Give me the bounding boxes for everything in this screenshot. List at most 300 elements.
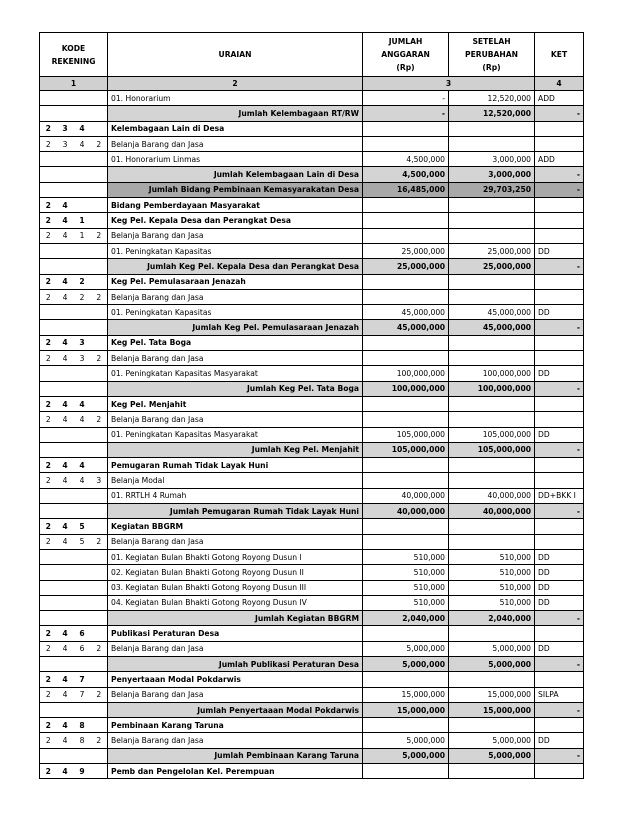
kode-digit [40,427,57,442]
kode-digit [74,595,91,610]
jumlah-anggaran: 25,000,000 [363,243,449,258]
setelah-perubahan [449,136,535,151]
kode-digit: 4 [57,458,74,473]
table-row [40,427,584,442]
kode-digit [74,488,91,503]
table-row [40,580,584,595]
jumlah-anggaran [363,274,449,289]
header-row [40,33,584,77]
uraian: 03. Kegiatan Bulan Bhakti Gotong Royong Dusun III [108,580,363,595]
jumlah-anggaran [363,121,449,136]
kode-digit: 4 [57,351,74,366]
column-number-row [40,77,584,91]
total-label: Jumlah Kelembagaan RT/RW [108,106,363,121]
ket [535,412,584,427]
kode-digit: 4 [57,473,74,488]
kode-digit [91,335,108,350]
ket: DD [535,366,584,381]
kode-digit: 7 [74,687,91,702]
kode-digit: 4 [57,412,74,427]
kode-digit: 4 [57,626,74,641]
kode-digit [74,305,91,320]
setelah-perubahan: 5,000,000 [449,641,535,656]
setelah-perubahan [449,519,535,534]
kode-digit: 2 [91,412,108,427]
kode-digit [57,91,74,106]
kode-digit [91,718,108,733]
setelah-perubahan [449,473,535,488]
setelah-perubahan: 29,703,250 [449,182,535,197]
table-row [40,672,584,687]
kode-digit: 2 [40,121,57,136]
setelah-perubahan: 45,000,000 [449,305,535,320]
ket [535,198,584,213]
total-label: Jumlah Penyertaaan Modal Pokdarwis [108,702,363,717]
kode-digit: 4 [57,213,74,228]
ket [535,351,584,366]
uraian: Keg Pel. Pemulasaraan Jenazah [108,274,363,289]
table-row [40,152,584,167]
ket [535,718,584,733]
kode-digit: 3 [91,473,108,488]
uraian: Belanja Barang dan Jasa [108,351,363,366]
kode-digit: 3 [74,351,91,366]
ket: - [535,167,584,182]
ket [535,213,584,228]
kode-digit: 4 [57,687,74,702]
setelah-perubahan: 5,000,000 [449,733,535,748]
ket [535,672,584,687]
setelah-perubahan [449,121,535,136]
jumlah-anggaran: 5,000,000 [363,748,449,763]
table-row [40,91,584,106]
kode-digit [57,565,74,580]
kode-digit: 2 [74,274,91,289]
kode-digit [57,549,74,564]
jumlah-anggaran [363,519,449,534]
kode-digit: 2 [74,289,91,304]
kode-digit: 5 [74,519,91,534]
kode-digit [74,580,91,595]
kode-digit: 8 [74,733,91,748]
kode-blank [40,504,108,519]
jumlah-anggaran [363,458,449,473]
kode-digit [74,91,91,106]
kode-digit: 4 [57,396,74,411]
jumlah-anggaran: 16,485,000 [363,182,449,197]
table-row [40,289,584,304]
total-label: Jumlah Keg Pel. Menjahit [108,442,363,457]
uraian: Belanja Barang dan Jasa [108,641,363,656]
jumlah-anggaran: 510,000 [363,549,449,564]
kode-blank [40,442,108,457]
ket [535,764,584,779]
kode-digit [91,519,108,534]
kode-digit: 2 [40,733,57,748]
table-row [40,458,584,473]
total-row [40,702,584,717]
kode-digit [91,198,108,213]
kode-digit [40,549,57,564]
uraian: Kelembagaan Lain di Desa [108,121,363,136]
kode-digit: 2 [40,289,57,304]
jumlah-anggaran [363,473,449,488]
ket [535,458,584,473]
kode-digit [91,458,108,473]
kode-blank [40,702,108,717]
table-row [40,687,584,702]
uraian: 04. Kegiatan Bulan Bhakti Gotong Royong Dusun IV [108,595,363,610]
table-row [40,305,584,320]
kode-digit: 2 [40,534,57,549]
kode-blank [40,106,108,121]
ket: - [535,442,584,457]
setelah-perubahan: 25,000,000 [449,243,535,258]
uraian: 01. Peningkatan Kapasitas [108,305,363,320]
jumlah-anggaran [363,351,449,366]
jumlah-anggaran: 2,040,000 [363,611,449,626]
total-label: Jumlah Kegiatan BBGRM [108,611,363,626]
jumlah-anggaran [363,335,449,350]
kode-digit [91,427,108,442]
uraian: 01. Kegiatan Bulan Bhakti Gotong Royong Dusun I [108,549,363,564]
kode-digit [91,764,108,779]
setelah-perubahan: 510,000 [449,595,535,610]
jumlah-anggaran: - [363,91,449,106]
kode-digit: 2 [40,228,57,243]
kode-digit: 4 [57,733,74,748]
kode-digit: 9 [74,764,91,779]
kode-digit [74,152,91,167]
ket: DD [535,595,584,610]
kode-digit: 4 [57,672,74,687]
setelah-perubahan [449,764,535,779]
setelah-perubahan [449,213,535,228]
jumlah-anggaran: 510,000 [363,580,449,595]
ket: - [535,656,584,671]
ket [535,121,584,136]
kode-digit [91,366,108,381]
table-row [40,764,584,779]
uraian: Belanja Modal [108,473,363,488]
kode-digit [40,595,57,610]
kode-digit: 2 [40,136,57,151]
setelah-perubahan [449,412,535,427]
kode-blank [40,656,108,671]
kode-digit: 2 [40,335,57,350]
setelah-perubahan: 510,000 [449,565,535,580]
kode-digit: 2 [40,198,57,213]
kode-digit [91,626,108,641]
kode-digit [57,488,74,503]
uraian: Publikasi Peraturan Desa [108,626,363,641]
kode-digit: 4 [74,121,91,136]
table-row [40,351,584,366]
kode-digit: 4 [57,764,74,779]
total-row [40,504,584,519]
kode-digit: 1 [74,228,91,243]
ket: DD [535,305,584,320]
kode-digit: 2 [40,672,57,687]
kode-digit [91,396,108,411]
uraian: Pemugaran Rumah Tidak Layak Huni [108,458,363,473]
kode-digit: 2 [91,136,108,151]
setelah-perubahan [449,718,535,733]
kode-digit: 4 [57,228,74,243]
kode-digit: 2 [91,733,108,748]
ket [535,335,584,350]
jumlah-anggaran: 40,000,000 [363,488,449,503]
ket: SILPA [535,687,584,702]
kode-digit: 2 [40,396,57,411]
kode-digit: 4 [57,641,74,656]
total-label: Jumlah Keg Pel. Pemulasaraan Jenazah [108,320,363,335]
setelah-perubahan: 5,000,000 [449,656,535,671]
ket: - [535,702,584,717]
ket: DD [535,243,584,258]
kode-digit: 4 [74,412,91,427]
setelah-perubahan: 100,000,000 [449,381,535,396]
setelah-perubahan: 40,000,000 [449,488,535,503]
uraian: Belanja Barang dan Jasa [108,228,363,243]
setelah-perubahan: 2,040,000 [449,611,535,626]
kode-digit: 4 [57,289,74,304]
kode-digit: 2 [40,626,57,641]
jumlah-anggaran: 4,500,000 [363,152,449,167]
kode-digit [57,152,74,167]
uraian: Penyertaaan Modal Pokdarwis [108,672,363,687]
ket: DD+BKK I [535,488,584,503]
header-uraian: URAIAN [108,33,363,77]
uraian: Belanja Barang dan Jasa [108,534,363,549]
setelah-perubahan: 510,000 [449,549,535,564]
kode-digit: 4 [57,335,74,350]
kode-blank [40,320,108,335]
kode-digit [91,488,108,503]
kode-digit [57,305,74,320]
ket [535,519,584,534]
jumlah-anggaran: 15,000,000 [363,702,449,717]
total-label: Jumlah Bidang Pembinaan Kemasyarakatan Desa [108,182,363,197]
table-row [40,335,584,350]
ket [535,136,584,151]
setelah-perubahan [449,626,535,641]
kode-digit [91,305,108,320]
jumlah-anggaran [363,718,449,733]
column-number: 1 [40,77,108,91]
kode-digit [91,672,108,687]
jumlah-anggaran [363,626,449,641]
header-setelah-perubahan: SETELAH PERUBAHAN (Rp) [449,33,535,77]
kode-digit [40,488,57,503]
total-label: Jumlah Keg Pel. Kepala Desa dan Perangkat Desa [108,259,363,274]
kode-digit: 7 [74,672,91,687]
kode-digit: 2 [40,412,57,427]
kode-digit [40,152,57,167]
ket: - [535,182,584,197]
kode-digit: 4 [57,718,74,733]
uraian: 02. Kegiatan Bulan Bhakti Gotong Royong Dusun II [108,565,363,580]
setelah-perubahan [449,228,535,243]
uraian: 01. Honorarium [108,91,363,106]
kode-digit [91,213,108,228]
kode-digit: 1 [74,213,91,228]
header-jumlah-anggaran: JUMLAH ANGGARAN (Rp) [363,33,449,77]
ket: - [535,259,584,274]
jumlah-anggaran [363,412,449,427]
kode-blank [40,259,108,274]
header-ket: KET [535,33,584,77]
table-row [40,243,584,258]
ket: - [535,320,584,335]
kode-digit: 6 [74,626,91,641]
jumlah-anggaran: 40,000,000 [363,504,449,519]
kode-digit: 4 [74,458,91,473]
kode-digit [91,243,108,258]
table-row [40,396,584,411]
kode-digit: 8 [74,718,91,733]
uraian: 01. Peningkatan Kapasitas [108,243,363,258]
uraian: Belanja Barang dan Jasa [108,733,363,748]
kode-digit [91,152,108,167]
uraian: Belanja Barang dan Jasa [108,289,363,304]
kode-digit: 4 [74,473,91,488]
jumlah-anggaran: 45,000,000 [363,320,449,335]
jumlah-anggaran: 15,000,000 [363,687,449,702]
kode-digit [57,427,74,442]
jumlah-anggaran [363,764,449,779]
total-label: Jumlah Publikasi Peraturan Desa [108,656,363,671]
table-row [40,473,584,488]
kode-digit [40,243,57,258]
uraian: 01. RRTLH 4 Rumah [108,488,363,503]
setelah-perubahan: 12,520,000 [449,91,535,106]
ket: DD [535,565,584,580]
ket [535,228,584,243]
kode-digit: 2 [40,641,57,656]
jumlah-anggaran: 45,000,000 [363,305,449,320]
ket [535,534,584,549]
setelah-perubahan [449,289,535,304]
setelah-perubahan [449,534,535,549]
uraian: Belanja Barang dan Jasa [108,412,363,427]
total-row [40,259,584,274]
setelah-perubahan: 25,000,000 [449,259,535,274]
kode-digit: 4 [74,396,91,411]
uraian: Keg Pel. Tata Boga [108,335,363,350]
column-number: 2 [108,77,363,91]
kode-blank [40,611,108,626]
total-row [40,611,584,626]
kode-digit [91,91,108,106]
table-body [40,91,584,779]
uraian: Pemb dan Pengelolan Kel. Perempuan [108,764,363,779]
kode-blank [40,748,108,763]
uraian: Belanja Barang dan Jasa [108,136,363,151]
header-kode-rekening: KODE REKENING [40,33,108,77]
kode-blank [40,381,108,396]
total-row [40,167,584,182]
setelah-perubahan: 105,000,000 [449,427,535,442]
kode-digit [57,595,74,610]
table-row [40,549,584,564]
setelah-perubahan: 40,000,000 [449,504,535,519]
total-row [40,748,584,763]
ket: ADD [535,91,584,106]
kode-digit: 2 [91,228,108,243]
table-row [40,121,584,136]
table-row [40,136,584,151]
kode-digit: 4 [57,519,74,534]
total-row [40,656,584,671]
kode-digit [91,595,108,610]
ket: DD [535,427,584,442]
jumlah-anggaran: 4,500,000 [363,167,449,182]
uraian: Kegiatan BBGRM [108,519,363,534]
setelah-perubahan: 510,000 [449,580,535,595]
table-row [40,519,584,534]
setelah-perubahan [449,351,535,366]
total-row [40,182,584,197]
kode-digit: 2 [91,351,108,366]
kode-digit: 4 [57,198,74,213]
kode-digit [91,580,108,595]
kode-digit [74,198,91,213]
jumlah-anggaran: 510,000 [363,595,449,610]
kode-digit: 2 [40,519,57,534]
setelah-perubahan: 100,000,000 [449,366,535,381]
kode-digit [91,549,108,564]
kode-digit: 2 [40,764,57,779]
table-row [40,274,584,289]
jumlah-anggaran: 510,000 [363,565,449,580]
setelah-perubahan: 12,520,000 [449,106,535,121]
kode-digit: 3 [57,121,74,136]
ket: ADD [535,152,584,167]
kode-blank [40,167,108,182]
kode-digit: 2 [40,687,57,702]
kode-digit [40,305,57,320]
kode-digit: 5 [74,534,91,549]
jumlah-anggaran: 25,000,000 [363,259,449,274]
kode-digit [74,366,91,381]
ket [535,396,584,411]
kode-digit: 2 [40,274,57,289]
ket [535,274,584,289]
jumlah-anggaran: 100,000,000 [363,366,449,381]
column-number: 3 [363,77,535,91]
setelah-perubahan: 3,000,000 [449,167,535,182]
kode-digit: 2 [91,641,108,656]
setelah-perubahan [449,335,535,350]
jumlah-anggaran [363,213,449,228]
uraian: Belanja Barang dan Jasa [108,687,363,702]
kode-digit: 2 [91,534,108,549]
table-row [40,641,584,656]
jumlah-anggaran: 100,000,000 [363,381,449,396]
column-number: 4 [535,77,584,91]
ket: DD [535,733,584,748]
kode-digit [40,565,57,580]
kode-blank [40,182,108,197]
kode-digit: 2 [91,687,108,702]
ket: - [535,504,584,519]
total-label: Jumlah Kelembagaan Lain di Desa [108,167,363,182]
setelah-perubahan: 3,000,000 [449,152,535,167]
jumlah-anggaran [363,534,449,549]
setelah-perubahan [449,396,535,411]
kode-digit [74,549,91,564]
